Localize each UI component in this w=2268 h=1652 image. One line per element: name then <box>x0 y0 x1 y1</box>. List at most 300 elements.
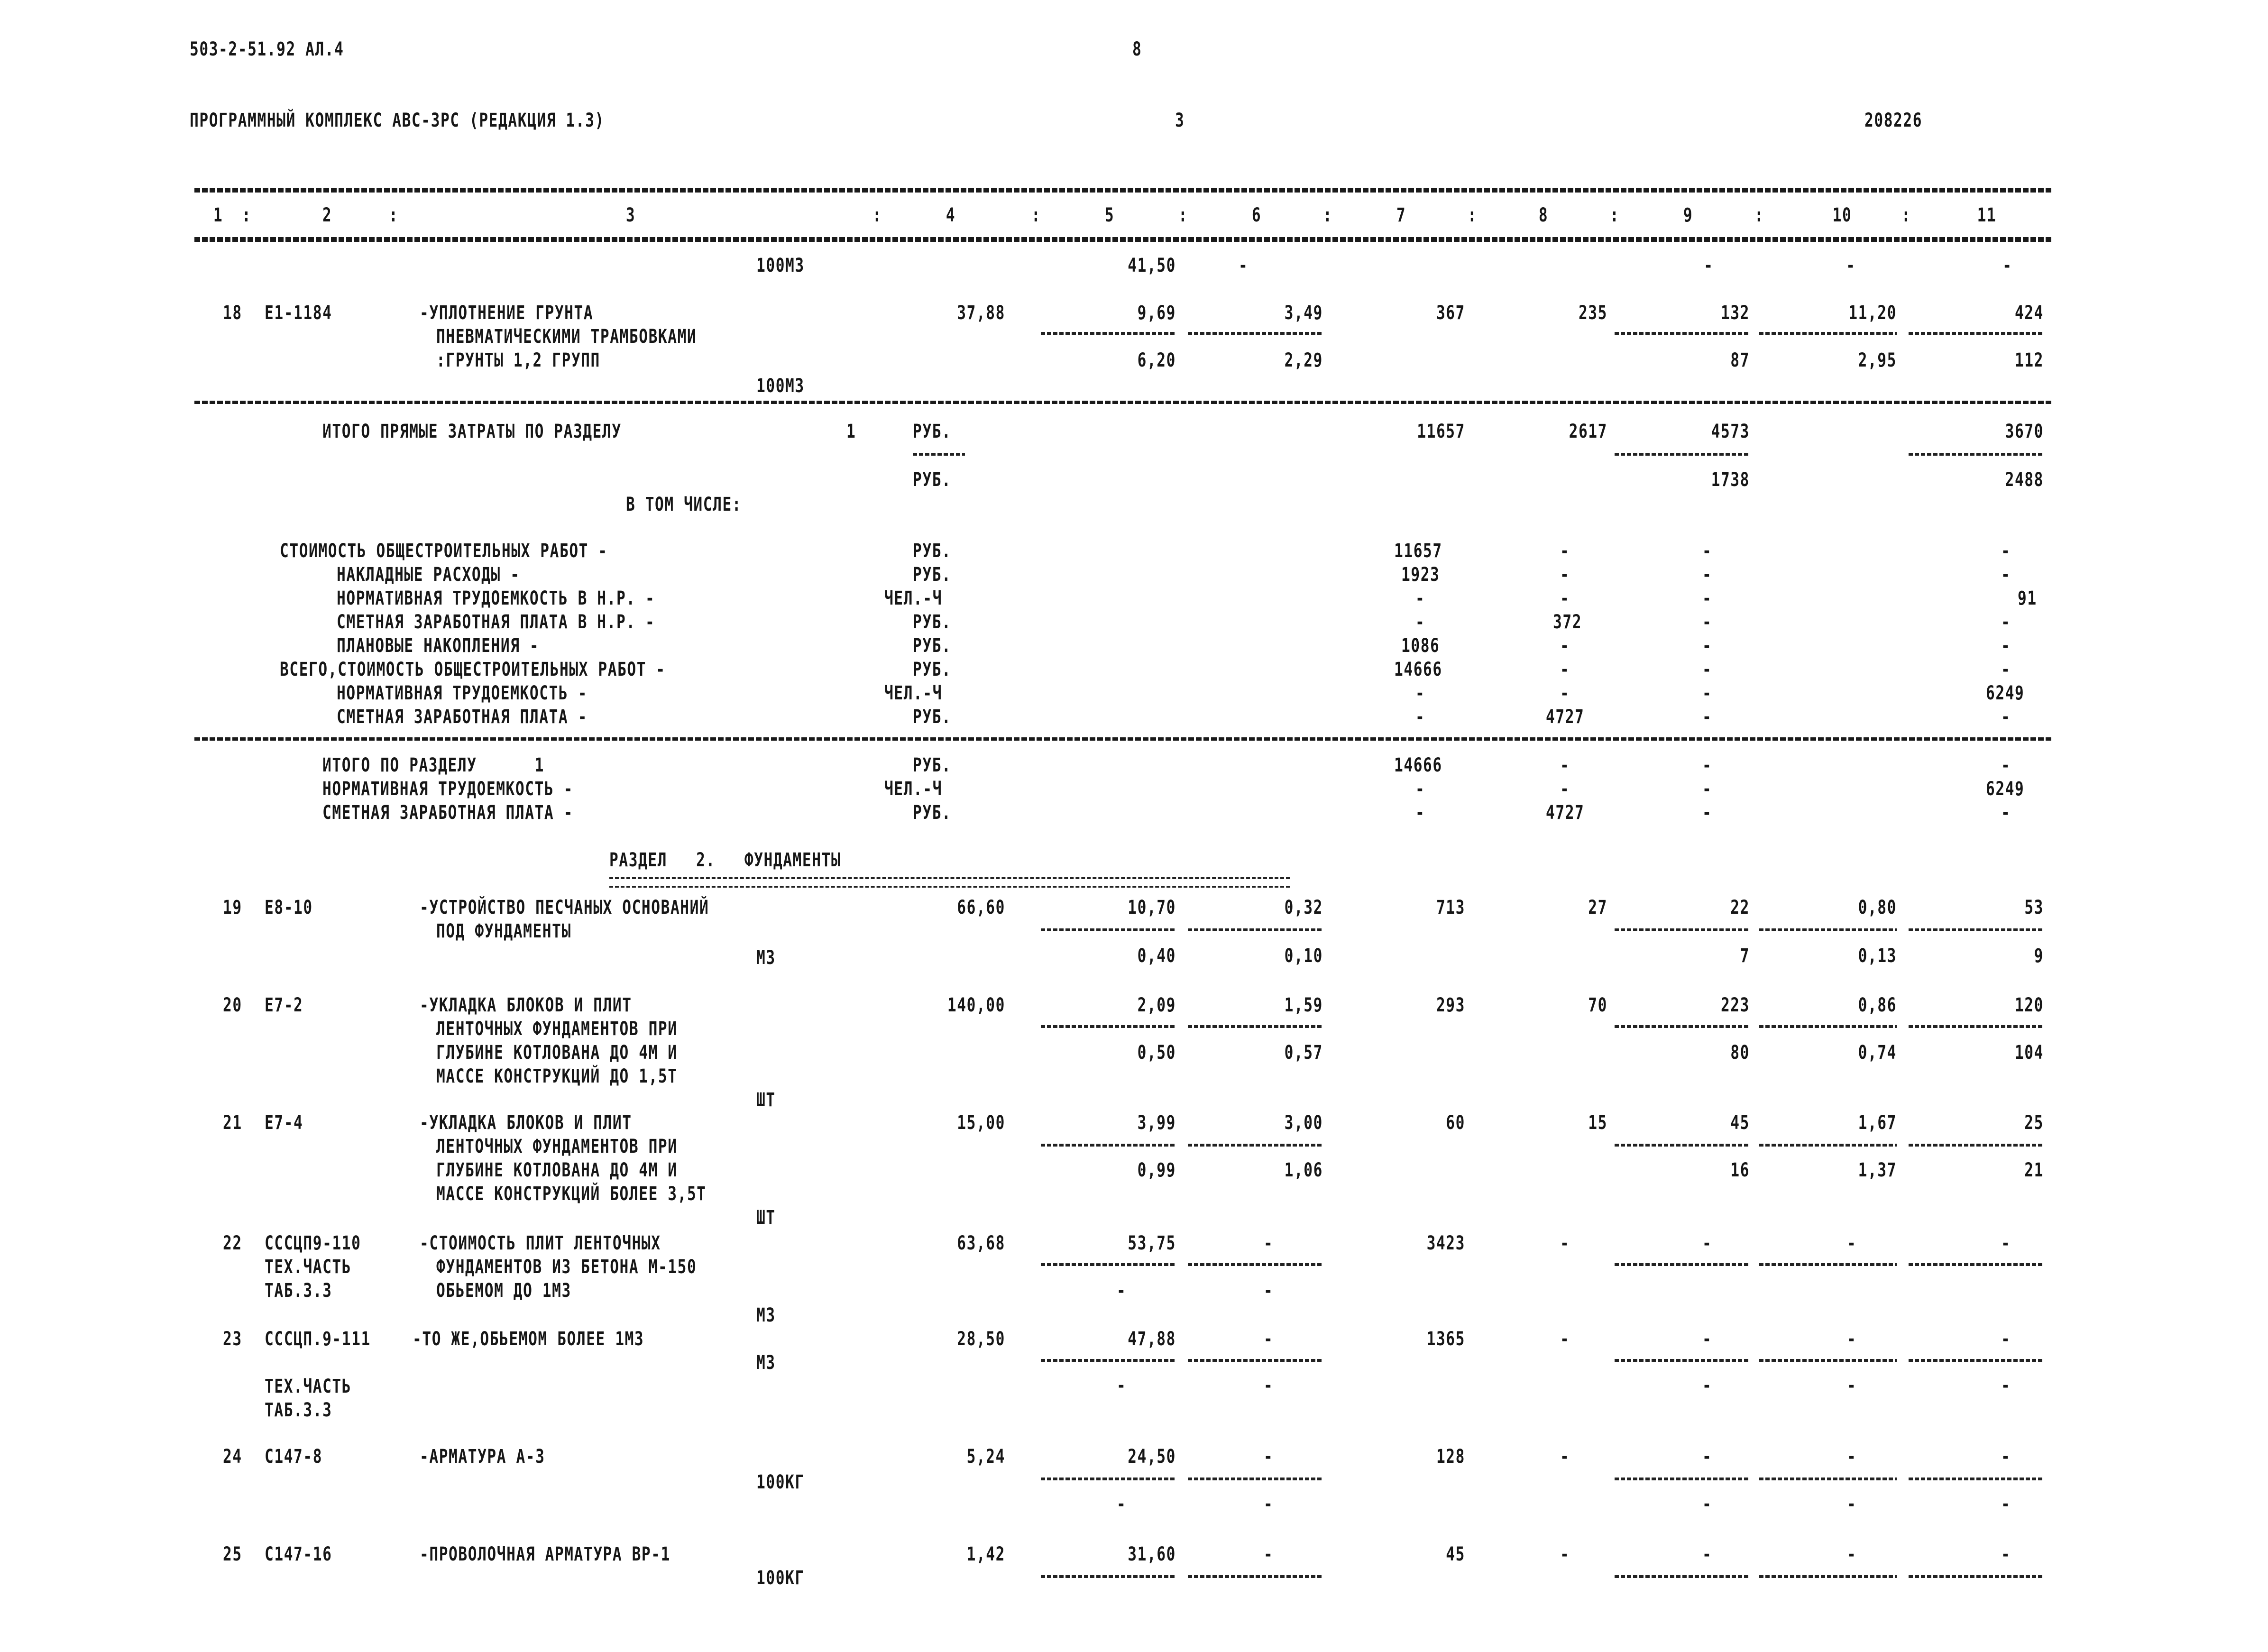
cell-9: 4573 <box>1711 421 1750 442</box>
price-code-note: ТЕХ.ЧАСТЬ <box>265 1256 352 1278</box>
cell-6b: - <box>1264 1375 1274 1396</box>
cell-6: 3,49 <box>1284 302 1323 324</box>
unit: ШТ <box>756 1207 776 1229</box>
cell-11: - <box>2001 635 2011 657</box>
cell-8: - <box>1560 659 1570 680</box>
unit: РУБ. <box>913 421 952 442</box>
cell-6b: 0,10 <box>1284 945 1323 967</box>
breakdown-label: ВСЕГО,СТОИМОСТЬ ОБЩЕСТРОИТЕЛЬНЫХ РАБОТ - <box>280 659 666 680</box>
price-code: Е7-4 <box>265 1112 303 1134</box>
section-number: 1 <box>846 421 856 442</box>
dash-underline <box>1041 332 1176 335</box>
unit: РУБ. <box>913 659 952 680</box>
cell-10: - <box>1847 1446 1857 1468</box>
cell-5b: 0,40 <box>1137 945 1176 967</box>
cell-7: 367 <box>1436 302 1465 324</box>
dash-underline <box>1759 1575 1897 1578</box>
sheet-number: 3 <box>1175 110 1185 131</box>
work-description: -УКЛАДКА БЛОКОВ И ПЛИТ <box>420 1112 632 1134</box>
col-separator: : <box>1178 204 1188 226</box>
cell-11: 53 <box>2024 897 2044 918</box>
cell-7: - <box>1415 706 1425 728</box>
cell-6: 0,32 <box>1284 897 1323 918</box>
work-description: ГЛУБИНЕ КОТЛОВАНА ДО 4М И <box>436 1159 678 1181</box>
dash-underline <box>1188 1144 1323 1147</box>
dash-underline <box>1041 1478 1176 1480</box>
work-description: :ГРУНТЫ 1,2 ГРУПП <box>436 349 600 371</box>
cell-5: 9,69 <box>1137 302 1176 324</box>
cell-4: 1,42 <box>966 1543 1005 1565</box>
dash-underline <box>1041 1144 1176 1147</box>
dash-underline <box>1909 1359 2044 1362</box>
unit: М3 <box>756 947 776 969</box>
unit: ЧЕЛ.-Ч <box>884 682 943 704</box>
price-code: СССЦП9-110 <box>265 1232 361 1254</box>
program-title: ПРОГРАММНЫЙ КОМПЛЕКС АВС-3РС (РЕДАКЦИЯ 1.3) <box>190 110 605 131</box>
dash-underline <box>1615 1144 1750 1147</box>
cell-9: - <box>1704 255 1714 276</box>
cell-10b: 2,95 <box>1858 349 1897 371</box>
row-number: 25 <box>223 1543 242 1565</box>
cell-9: - <box>1702 706 1712 728</box>
cell-9b: 80 <box>1730 1042 1750 1064</box>
cell-9: - <box>1702 659 1712 680</box>
cell-6: - <box>1239 255 1249 276</box>
cell-6b: - <box>1264 1280 1274 1302</box>
cell-10: 0,80 <box>1858 897 1897 918</box>
work-description: -СТОИМОСТЬ ПЛИТ ЛЕНТОЧНЫХ <box>420 1232 661 1254</box>
price-code: С147-8 <box>265 1446 323 1468</box>
section-total-label: НОРМАТИВНАЯ ТРУДОЕМКОСТЬ - <box>322 778 573 800</box>
row-number: 18 <box>223 302 242 324</box>
doc-code: 503-2-51.92 АЛ.4 <box>190 38 344 60</box>
dash-underline <box>1759 928 1897 931</box>
cell-6: 1,59 <box>1284 994 1323 1016</box>
cell-11b: 9 <box>2034 945 2044 967</box>
row-number: 20 <box>223 994 242 1016</box>
cell-11: - <box>2001 540 2011 562</box>
breakdown-label: СТОИМОСТЬ ОБЩЕСТРОИТЕЛЬНЫХ РАБОТ - <box>280 540 608 562</box>
unit: 100КГ <box>756 1567 805 1589</box>
cell-11: - <box>2001 659 2011 680</box>
section-total-label: СМЕТНАЯ ЗАРАБОТНАЯ ПЛАТА - <box>322 802 573 824</box>
col-4: 4 <box>946 204 956 226</box>
cell-8: - <box>1560 587 1570 609</box>
cell-5: 10,70 <box>1128 897 1176 918</box>
col-10: 10 <box>1832 204 1852 226</box>
col-separator: : <box>1031 204 1041 226</box>
cell-7: - <box>1415 682 1425 704</box>
cell-10: 1,67 <box>1858 1112 1897 1134</box>
cell-10b: 0,13 <box>1858 945 1897 967</box>
row-number: 24 <box>223 1446 242 1468</box>
cell-9: - <box>1702 611 1712 633</box>
dash-underline <box>1909 1263 2044 1266</box>
cell-11: - <box>2002 255 2012 276</box>
cell-9b: 16 <box>1730 1159 1750 1181</box>
breakdown-label: ПЛАНОВЫЕ НАКОПЛЕНИЯ - <box>337 635 540 657</box>
col-separator: : <box>1754 204 1764 226</box>
cell-7: 14666 <box>1394 659 1442 680</box>
cell-10b: - <box>1847 1493 1857 1515</box>
cell-11: - <box>2001 564 2011 586</box>
col-7: 7 <box>1396 204 1406 226</box>
cell-11: - <box>2001 611 2011 633</box>
cell-5: 31,60 <box>1128 1543 1176 1565</box>
cell-5: 24,50 <box>1128 1446 1176 1468</box>
cell-8: - <box>1560 1446 1570 1468</box>
price-code: С147-16 <box>265 1543 332 1565</box>
cell-7: 45 <box>1446 1543 1465 1565</box>
cell-7: 1365 <box>1426 1328 1465 1350</box>
col-3: 3 <box>625 204 636 226</box>
dash-underline <box>1759 1263 1897 1266</box>
unit: РУБ. <box>913 802 952 824</box>
cell-10: 0,86 <box>1858 994 1897 1016</box>
dash-underline <box>1188 1478 1323 1480</box>
cell-11: - <box>2001 1328 2011 1350</box>
cell-7: 14666 <box>1394 754 1442 776</box>
cell-8: 4727 <box>1546 802 1585 824</box>
cell-8: - <box>1560 635 1570 657</box>
cell-7: 3423 <box>1426 1232 1465 1254</box>
cell-8: - <box>1560 1543 1570 1565</box>
cell-9: - <box>1702 1446 1712 1468</box>
cell-11: 91 <box>2018 587 2037 609</box>
unit: 100КГ <box>756 1471 805 1493</box>
dash-underline <box>1615 1025 1750 1028</box>
cell-6b: 0,57 <box>1284 1042 1323 1064</box>
cell-9b: 7 <box>1740 945 1750 967</box>
cell-5b: - <box>1117 1493 1127 1515</box>
page-number: 8 <box>1132 38 1142 60</box>
cell-10: - <box>1847 1232 1857 1254</box>
row-number: 19 <box>223 897 242 918</box>
cell-5: 41,50 <box>1128 255 1176 276</box>
dash-underline <box>1909 453 2044 456</box>
cell-7: 11657 <box>1394 540 1442 562</box>
col-2: 2 <box>322 204 332 226</box>
price-code: Е7-2 <box>265 994 303 1016</box>
cell-4: 37,88 <box>957 302 1005 324</box>
row-number: 23 <box>223 1328 242 1350</box>
cell-11b: - <box>2001 1375 2011 1396</box>
cell-5: 53,75 <box>1128 1232 1176 1254</box>
cell-4: 15,00 <box>957 1112 1005 1134</box>
cell-7: 1086 <box>1401 635 1440 657</box>
work-description: ПНЕВМАТИЧЕСКИМИ ТРАМБОВКАМИ <box>436 326 697 348</box>
cell-8: - <box>1560 564 1570 586</box>
dash-underline <box>1188 1359 1323 1362</box>
col-separator: : <box>242 204 252 226</box>
col-separator: : <box>389 204 399 226</box>
cell-6: - <box>1264 1446 1274 1468</box>
cell-11: - <box>2001 706 2011 728</box>
col-9: 9 <box>1683 204 1693 226</box>
cell-11: 6249 <box>1986 682 2025 704</box>
unit: РУБ. <box>913 754 952 776</box>
dash-underline <box>1759 1144 1897 1147</box>
cell-5: 3,99 <box>1137 1112 1176 1134</box>
cell-9b: 1738 <box>1711 469 1750 491</box>
cell-6: - <box>1264 1232 1274 1254</box>
rule <box>194 737 2053 741</box>
cell-8: 235 <box>1578 302 1607 324</box>
work-description: ОБЬЕМОМ ДО 1М3 <box>436 1280 571 1302</box>
cell-9: - <box>1702 540 1712 562</box>
price-code: Е1-1184 <box>265 302 332 324</box>
cell-10b: 0,74 <box>1858 1042 1897 1064</box>
cell-11b: - <box>2001 1493 2011 1515</box>
cell-6: - <box>1264 1328 1274 1350</box>
work-description: -ТО ЖЕ,ОБЬЕМОМ БОЛЕЕ 1М3 <box>413 1328 644 1350</box>
cell-6b: 1,06 <box>1284 1159 1323 1181</box>
unit: РУБ. <box>913 706 952 728</box>
cell-9b: 87 <box>1730 349 1750 371</box>
cell-11b: 2488 <box>2005 469 2044 491</box>
dash-underline <box>1909 928 2044 931</box>
cell-9: 45 <box>1730 1112 1750 1134</box>
cell-9: - <box>1702 778 1712 800</box>
doc-number: 208226 <box>1864 110 1923 131</box>
cell-8: - <box>1560 778 1570 800</box>
unit: М3 <box>756 1352 776 1374</box>
cell-8: - <box>1560 682 1570 704</box>
dash-underline <box>1759 1025 1897 1028</box>
cell-9: 22 <box>1730 897 1750 918</box>
work-description: ЛЕНТОЧНЫХ ФУНДАМЕНТОВ ПРИ <box>436 1136 678 1157</box>
cell-4: 28,50 <box>957 1328 1005 1350</box>
col-5: 5 <box>1104 204 1115 226</box>
dash-underline <box>1188 1575 1323 1578</box>
dash-underline <box>1041 1263 1176 1266</box>
unit: РУБ. <box>913 611 952 633</box>
cell-7: 713 <box>1436 897 1465 918</box>
dash-underline <box>1188 928 1323 931</box>
cell-7: 60 <box>1446 1112 1465 1134</box>
dash-underline <box>1909 1025 2044 1028</box>
unit: РУБ. <box>913 469 952 491</box>
dash-underline <box>1188 1263 1323 1266</box>
cell-5b: 0,99 <box>1137 1159 1176 1181</box>
work-description: ПОД ФУНДАМЕНТЫ <box>436 920 571 942</box>
cell-9: - <box>1702 1232 1712 1254</box>
work-description: ФУНДАМЕНТОВ ИЗ БЕТОНА М-150 <box>436 1256 697 1278</box>
dash-underline <box>1615 928 1750 931</box>
breakdown-label: СМЕТНАЯ ЗАРАБОТНАЯ ПЛАТА В Н.Р. - <box>337 611 655 633</box>
unit: ЧЕЛ.-Ч <box>884 778 943 800</box>
dash-underline <box>1041 1025 1176 1028</box>
cell-9: - <box>1702 1543 1712 1565</box>
cell-11b: 104 <box>2014 1042 2044 1064</box>
work-description: -АРМАТУРА А-3 <box>420 1446 545 1468</box>
col-8: 8 <box>1538 204 1549 226</box>
col-11: 11 <box>1977 204 1997 226</box>
dash-underline <box>1041 1575 1176 1578</box>
dash-underline <box>1909 1144 2044 1147</box>
col-separator: : <box>872 204 882 226</box>
rule <box>194 401 2053 404</box>
cell-9b: - <box>1702 1493 1712 1515</box>
cell-4: 66,60 <box>957 897 1005 918</box>
cell-8: 27 <box>1588 897 1607 918</box>
dash-underline <box>1041 928 1176 931</box>
col-separator: : <box>1323 204 1333 226</box>
cell-11: - <box>2001 802 2011 824</box>
cell-8: - <box>1560 1328 1570 1350</box>
cell-11: 6249 <box>1986 778 2025 800</box>
rule <box>194 188 2053 193</box>
work-description: МАССЕ КОНСТРУКЦИЙ ДО 1,5Т <box>436 1065 678 1087</box>
dash-underline <box>1909 1575 2044 1578</box>
dash-underline <box>1759 1359 1897 1362</box>
rule <box>194 237 2053 242</box>
cell-5b: - <box>1117 1375 1127 1396</box>
dash-underline <box>1041 1359 1176 1362</box>
work-description: -ПРОВОЛОЧНАЯ АРМАТУРА ВР-1 <box>420 1543 670 1565</box>
cell-5: 47,88 <box>1128 1328 1176 1350</box>
dash-underline <box>1188 1025 1323 1028</box>
dash-underline <box>1759 1478 1897 1480</box>
work-description: -УСТРОЙСТВО ПЕСЧАНЫХ ОСНОВАНИЙ <box>420 897 709 918</box>
section-underline <box>609 877 1290 888</box>
cell-10: - <box>1846 255 1856 276</box>
cell-8: - <box>1560 754 1570 776</box>
cell-9: - <box>1702 587 1712 609</box>
dash-underline <box>1615 1478 1750 1480</box>
cell-9: - <box>1702 635 1712 657</box>
col-separator: : <box>1901 204 1911 226</box>
dash-underline <box>1909 1478 2044 1480</box>
cell-9: - <box>1702 564 1712 586</box>
cell-5b: - <box>1117 1280 1127 1302</box>
cell-4: 140,00 <box>947 994 1005 1016</box>
cell-7: - <box>1415 587 1425 609</box>
price-code: СССЦП.9-111 <box>265 1328 371 1350</box>
dash-underline <box>1615 1263 1750 1266</box>
unit: 100М3 <box>756 375 805 397</box>
cell-5: 2,09 <box>1137 994 1176 1016</box>
including-heading: В ТОМ ЧИСЛЕ: <box>626 494 742 515</box>
breakdown-label: НОРМАТИВНАЯ ТРУДОЕМКОСТЬ В Н.Р. - <box>337 587 655 609</box>
total-label: ИТОГО ПРЯМЫЕ ЗАТРАТЫ ПО РАЗДЕЛУ <box>322 421 622 442</box>
col-1: 1 <box>213 204 223 226</box>
row-number: 22 <box>223 1232 242 1254</box>
breakdown-label: НАКЛАДНЫЕ РАСХОДЫ - <box>337 564 520 586</box>
cell-10: - <box>1847 1543 1857 1565</box>
dash-underline <box>1909 332 2044 335</box>
work-description: -УПЛОТНЕНИЕ ГРУНТА <box>420 302 594 324</box>
cell-11: - <box>2001 754 2011 776</box>
cell-9: 223 <box>1720 994 1750 1016</box>
cell-10: 11,20 <box>1848 302 1897 324</box>
cell-11: 25 <box>2024 1112 2044 1134</box>
price-code-note: ТАБ.3.3 <box>265 1280 332 1302</box>
cell-4: 5,24 <box>966 1446 1005 1468</box>
work-description: ЛЕНТОЧНЫХ ФУНДАМЕНТОВ ПРИ <box>436 1018 678 1040</box>
cell-11: - <box>2001 1543 2011 1565</box>
work-description: МАССЕ КОНСТРУКЦИЙ БОЛЕЕ 3,5Т <box>436 1183 707 1205</box>
cell-6b: 2,29 <box>1284 349 1323 371</box>
cell-11: 3670 <box>2005 421 2044 442</box>
cell-9: - <box>1702 682 1712 704</box>
section-total-label: ИТОГО ПО РАЗДЕЛУ 1 <box>322 754 544 776</box>
cell-10b: - <box>1847 1375 1857 1396</box>
cell-9: - <box>1702 802 1712 824</box>
cell-5b: 0,50 <box>1137 1042 1176 1064</box>
unit: 100М3 <box>756 255 805 276</box>
cell-9: - <box>1702 1328 1712 1350</box>
cell-7: - <box>1415 611 1425 633</box>
cell-8: - <box>1560 1232 1570 1254</box>
cell-6: 3,00 <box>1284 1112 1323 1134</box>
price-code-note: ТАБ.3.3 <box>265 1399 332 1421</box>
cell-4: 63,68 <box>957 1232 1005 1254</box>
dash-underline <box>1615 453 1750 456</box>
cell-11b: 21 <box>2024 1159 2044 1181</box>
row-number: 21 <box>223 1112 242 1134</box>
price-code-note: ТЕХ.ЧАСТЬ <box>265 1376 352 1397</box>
col-separator: : <box>1468 204 1478 226</box>
cell-7: 293 <box>1436 994 1465 1016</box>
cell-8: - <box>1560 540 1570 562</box>
cell-6b: - <box>1264 1493 1274 1515</box>
dash-underline <box>913 453 965 456</box>
cell-8: 2617 <box>1569 421 1607 442</box>
unit: ЧЕЛ.-Ч <box>884 587 943 609</box>
cell-10: - <box>1847 1328 1857 1350</box>
cell-8: 15 <box>1588 1112 1607 1134</box>
cell-9: 132 <box>1720 302 1750 324</box>
cell-11: - <box>2001 1446 2011 1468</box>
work-description: ГЛУБИНЕ КОТЛОВАНА ДО 4М И <box>436 1042 678 1064</box>
cell-9b: - <box>1702 1375 1712 1396</box>
cell-8: 372 <box>1553 611 1582 633</box>
dash-underline <box>1759 332 1897 335</box>
unit: РУБ. <box>913 635 952 657</box>
price-code: Е8-10 <box>265 897 313 918</box>
dash-underline <box>1615 332 1750 335</box>
cell-7: - <box>1415 802 1425 824</box>
cell-11b: 112 <box>2014 349 2044 371</box>
cell-5b: 6,20 <box>1137 349 1176 371</box>
unit: М3 <box>756 1304 776 1326</box>
breakdown-label: СМЕТНАЯ ЗАРАБОТНАЯ ПЛАТА - <box>337 706 588 728</box>
cell-9: - <box>1702 754 1712 776</box>
cell-7: 11657 <box>1417 421 1465 442</box>
cell-11: 424 <box>2014 302 2044 324</box>
cell-6: - <box>1264 1543 1274 1565</box>
unit: ШТ <box>756 1089 776 1111</box>
unit: РУБ. <box>913 564 952 586</box>
cell-8: 70 <box>1588 994 1607 1016</box>
col-separator: : <box>1610 204 1620 226</box>
cell-8: 4727 <box>1546 706 1585 728</box>
dash-underline <box>1188 332 1323 335</box>
work-description: -УКЛАДКА БЛОКОВ И ПЛИТ <box>420 994 632 1016</box>
cell-10b: 1,37 <box>1858 1159 1897 1181</box>
cell-11: - <box>2001 1232 2011 1254</box>
cell-7: 1923 <box>1401 564 1440 586</box>
dash-underline <box>1615 1575 1750 1578</box>
dash-underline <box>1615 1359 1750 1362</box>
cell-7: - <box>1415 778 1425 800</box>
section-heading: РАЗДЕЛ 2. ФУНДАМЕНТЫ <box>609 849 841 871</box>
cell-7: 128 <box>1436 1446 1465 1468</box>
breakdown-label: НОРМАТИВНАЯ ТРУДОЕМКОСТЬ - <box>337 682 588 704</box>
cell-11: 120 <box>2014 994 2044 1016</box>
col-6: 6 <box>1251 204 1262 226</box>
